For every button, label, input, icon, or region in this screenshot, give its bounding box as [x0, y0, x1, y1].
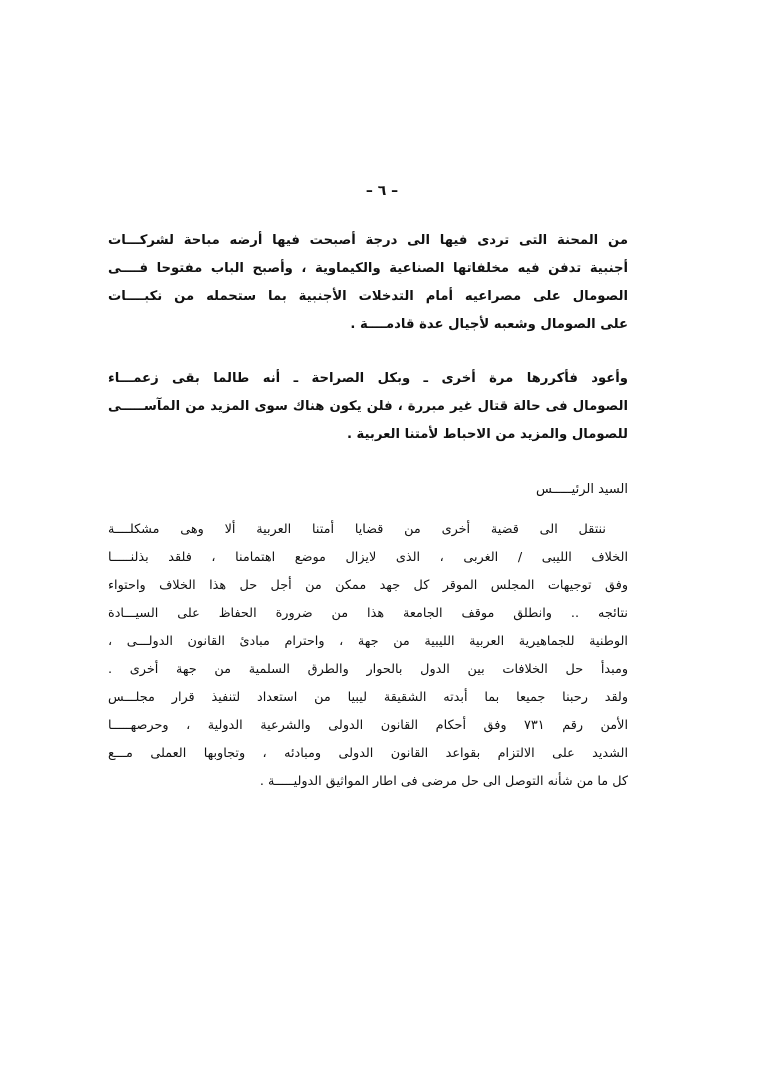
paragraph-libya-dispute [108, 516, 628, 796]
text-line: الخلاف الليبى / الغربى ، الذى لايزال موضع اهتمامنا ، فلقد بذلنـــــا [108, 550, 628, 565]
text-line: الأمن رقم ٧٣١ وفق أحكام القانون الدولى والشرعية الدولية ، وحرصهـــــا [108, 718, 628, 733]
text-line: الوطنية للجماهيرية العربية الليبية من جهة ، واحترام مبادئ القانون الدولـــى ، [108, 634, 628, 649]
text-line: نتائجه .. وانطلق موقف الجامعة هذا من ضرورة الحفاظ على السيـــادة [108, 606, 628, 621]
text-line: للصومال والمزيد من الاحباط لأمتنا العربية . [346, 427, 628, 442]
text-line: على الصومال وشعبه لأجيال عدة قادمــــة . [350, 317, 628, 332]
section-heading: السيد الرئيـــــس [536, 482, 628, 497]
text-line: ننتقل الى قضية أخرى من قضايا أمتنا العربية ألا وهى مشكلــــة [108, 522, 606, 537]
text-line: أجنبية تدفن فيه مخلفاتها الصناعية والكيماوية ، وأصبح الباب مفتوحا فــــى [108, 261, 628, 276]
text-line: كل ما من شأنه التوصل الى حل مرضى فى اطار المواثيق الدوليـــــة . [259, 774, 628, 789]
page-number: – ٦ – [365, 183, 399, 199]
text-line: الصومال فى حالة قتال غير مبررة ، فلن يكون هناك سوى المزيد من المآســـــى [108, 399, 628, 414]
paragraph-somalia-crisis [108, 227, 628, 339]
text-line: وأعود فأكررها مرة أخرى ـ وبكل الصراحة ـ أنه طالما بقى زعمـــاء [108, 371, 628, 386]
text-line: الصومال على مصراعيه أمام التدخلات الأجنبية بما ستحمله من نكبــــات [108, 289, 628, 304]
text-line: وفق توجيهات المجلس الموقر كل جهد ممكن من أجل حل هذا الخلاف واحتواء [108, 578, 628, 593]
text-line: من المحنة التى تردى فيها الى درجة أصبحت فيها أرضه مباحة لشركـــات [108, 233, 628, 248]
paragraph-somalia-leaders [108, 365, 628, 449]
text-line: ولقد رحبنا جميعا بما أبدته الشقيقة ليبيا من استعداد لتنفيذ قرار مجلـــس [108, 690, 628, 705]
text-line: ومبدأ حل الخلافات بين الدول بالحوار والطرق السلمية من جهة أخرى . [108, 662, 628, 677]
text-line: الشديد على الالتزام بقواعد القانون الدولى ومبادئه ، وتجاوبها العملى مـــع [108, 746, 628, 761]
